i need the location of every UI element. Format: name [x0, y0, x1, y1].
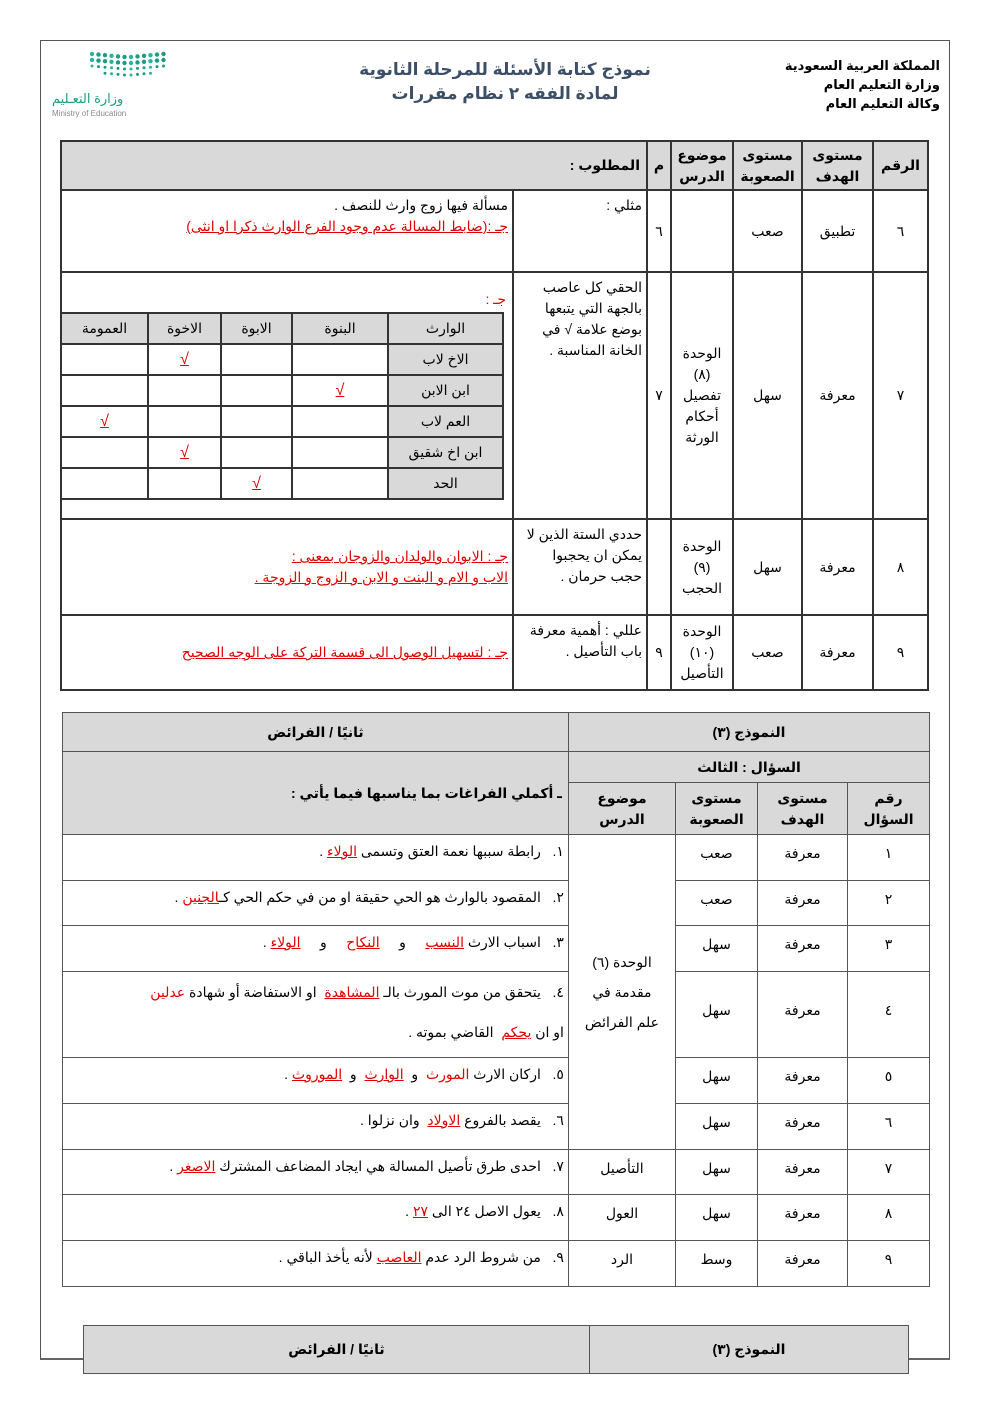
goal-level: معرفة	[802, 615, 873, 690]
difficulty: سهل	[733, 272, 802, 519]
question-text: مثلي :	[513, 190, 647, 272]
fill-blank-item	[63, 1150, 569, 1195]
topic: الوحدة (١٠) التأصيل	[671, 615, 733, 690]
question-text: .	[169, 1158, 178, 1174]
table-row	[63, 972, 930, 1058]
heirs-cell	[61, 406, 148, 437]
table-row	[63, 1195, 930, 1241]
heirs-cell	[221, 468, 292, 499]
check-mark-icon: √	[180, 351, 189, 368]
heirs-row	[61, 468, 503, 499]
question-text: او ان	[531, 1024, 564, 1040]
text-line	[66, 546, 508, 567]
text-line	[67, 1064, 564, 1085]
heirs-col-header: الوارث	[388, 313, 503, 344]
heirs-table	[60, 312, 504, 500]
heirs-cell	[221, 344, 292, 375]
topic: الوحدة (٩) الحجب	[671, 519, 733, 615]
text-line	[66, 195, 508, 216]
questions-table-1	[60, 140, 929, 691]
table-row	[61, 190, 928, 272]
question-text: و	[403, 1066, 426, 1082]
question-text: .	[319, 843, 328, 859]
answer-text: الوارث	[364, 1066, 404, 1082]
table-row	[63, 1104, 930, 1150]
check-mark-icon: √	[335, 382, 345, 399]
answer-text: الاصغر	[177, 1158, 216, 1174]
question-text: ٣. اسباب الارث	[463, 934, 564, 950]
heirs-cell	[61, 375, 148, 406]
model-title: النموذج (٣)	[590, 1326, 909, 1374]
heir-name: الحد	[388, 468, 503, 499]
fill-blank-item	[63, 1195, 569, 1241]
answer-text: الموروث	[291, 1066, 343, 1082]
table-row	[63, 835, 930, 881]
answer-cell	[61, 272, 513, 519]
question-text: حددي الستة الذين لا يمكن ان يحجبوا حجب حرمان .	[513, 519, 647, 615]
table-row	[63, 1241, 930, 1287]
question-text: و	[300, 934, 347, 950]
answer-text: الاب و الام و البنت و الابن و الزوج و الزوجة .	[254, 569, 508, 585]
col-goal-level: مستوى الهدف	[802, 141, 873, 190]
answer-text: يحكم	[501, 1024, 532, 1040]
question-text: ٧. احدى طرق تأصيل المسالة هي ايجاد المضاعف المشترك	[215, 1158, 564, 1174]
question-number: ٧	[848, 1150, 930, 1195]
question-text: ٦. يقصد بالفروع	[460, 1112, 564, 1128]
question-text: عللي : أهمية معرفة باب التأصيل .	[513, 615, 647, 690]
title-line: لمادة الفقه ٢ نظام مقررات	[391, 84, 619, 103]
questions-table-2	[62, 712, 930, 1287]
logo-text-ar: وزارة التعـليم	[52, 91, 124, 106]
col-difficulty: مستوى الصعوبة	[676, 783, 758, 835]
heirs-cell	[292, 406, 388, 437]
m-number: ٩	[647, 615, 671, 690]
answer-text: ٢٧	[412, 1203, 428, 1219]
difficulty: سهل	[676, 1195, 758, 1241]
goal-level: معرفة	[758, 926, 848, 972]
answer-text: عدلين	[150, 984, 186, 1000]
difficulty: سهل	[676, 1150, 758, 1195]
question-number: ٩	[848, 1241, 930, 1287]
fill-blank-item	[63, 926, 569, 972]
heir-name: ابن الابن	[388, 375, 503, 406]
heirs-cell	[292, 375, 388, 406]
row-number: ٧	[873, 272, 928, 519]
question-text: وان نزلوا .	[360, 1112, 428, 1128]
table-row	[63, 1150, 930, 1195]
text-line	[67, 972, 564, 1012]
answer-text: الولاء	[270, 934, 301, 950]
topic: الوحدة (٨) تفصيل أحكام الورثة	[671, 272, 733, 519]
answer-text: العاصب	[376, 1249, 422, 1265]
answer-cell	[61, 519, 513, 615]
heirs-row	[61, 344, 503, 375]
m-number: ٧	[647, 272, 671, 519]
answer-text: المشاهدة	[324, 984, 380, 1000]
difficulty: صعب	[676, 835, 758, 881]
difficulty: وسط	[676, 1241, 758, 1287]
answer-text: الجنين	[182, 889, 219, 905]
col-topic: موضوع الدرس	[671, 141, 733, 190]
text-line	[67, 1012, 564, 1052]
col-required: المطلوب :	[61, 141, 647, 190]
question-title: السؤال : الثالث	[568, 752, 929, 783]
question-number: ٨	[848, 1195, 930, 1241]
model-row	[84, 1326, 909, 1374]
header-line: المملكة العربية السعودية	[784, 58, 940, 73]
questions-table-3	[83, 1325, 909, 1374]
question-number: ٤	[848, 972, 930, 1058]
goal-level: معرفة	[758, 1104, 848, 1150]
text-line	[66, 642, 508, 663]
heir-name: ابن اخ شقيق	[388, 437, 503, 468]
header-line: وزارة التعليم العام	[823, 77, 940, 92]
answer-text: جـ : الابوان والولدان والزوجان بمعنى :	[291, 548, 508, 564]
text-line	[67, 841, 564, 862]
question-number: ١	[848, 835, 930, 881]
check-mark-icon: √	[180, 444, 189, 461]
question-text: .	[405, 1203, 413, 1219]
heirs-row	[61, 406, 503, 437]
question-text: الحقي كل عاصب بالجهة التي يتبعها بوضع علامة √ في الخانة المناسبة .	[513, 272, 647, 519]
heirs-cell	[148, 375, 221, 406]
instruction: ـ أكملي الفراغات بما يناسبها فيما يأتي :	[63, 752, 569, 835]
fill-blank-item	[63, 972, 569, 1058]
heir-name: الاخ لاب	[388, 344, 503, 375]
heirs-cell	[148, 344, 221, 375]
heirs-cell	[221, 437, 292, 468]
goal-level: معرفة	[758, 1195, 848, 1241]
check-mark-icon: √	[252, 475, 261, 492]
table-header-row	[61, 141, 928, 190]
ministry-header	[785, 56, 940, 113]
question-text: .	[174, 889, 183, 905]
col-goal-level: مستوى الهدف	[758, 783, 848, 835]
text-line	[67, 1247, 564, 1268]
difficulty: سهل	[676, 1058, 758, 1104]
question-text: .	[262, 934, 271, 950]
fill-blank-item	[63, 1104, 569, 1150]
question-text: ٤. يتحقق من موت المورث بالـ	[379, 984, 564, 1000]
heirs-cell	[292, 468, 388, 499]
table-row	[63, 926, 930, 972]
question-text: ٥. اركان الارث	[469, 1066, 564, 1082]
model-row	[63, 713, 930, 752]
section-title: ثانيًا / الفرائض	[84, 1326, 590, 1374]
table-row	[63, 881, 930, 926]
ministry-logo	[52, 50, 167, 118]
col-question-number: رقم السؤال	[848, 783, 930, 835]
goal-level: معرفة	[802, 272, 873, 519]
heirs-col-header: البنوة	[292, 313, 388, 344]
topic-merged: الوحدة (٦) مقدمة في علم الفرائض	[568, 835, 675, 1150]
heirs-cell	[61, 468, 148, 499]
row-number: ٩	[873, 615, 928, 690]
topic: الرد	[568, 1241, 675, 1287]
difficulty: سهل	[733, 519, 802, 615]
question-text: ٨. يعول الاصل ٢٤ الى	[428, 1203, 564, 1219]
m-number	[647, 519, 671, 615]
answer-text: جـ : لتسهيل الوصول الى قسمة التركة على الوجه الصحيح	[181, 644, 508, 660]
heirs-cell	[221, 375, 292, 406]
goal-level: معرفة	[758, 1150, 848, 1195]
answer-text: الاولاد	[427, 1112, 461, 1128]
heirs-row	[61, 437, 503, 468]
row-number: ٦	[873, 190, 928, 272]
check-mark-icon: √	[100, 413, 109, 430]
difficulty: صعب	[676, 881, 758, 926]
text-line	[67, 887, 564, 908]
goal-level: معرفة	[758, 972, 848, 1058]
heirs-col-header: الابوة	[221, 313, 292, 344]
table-row	[61, 519, 928, 615]
answer-text: النسب	[425, 934, 464, 950]
m-number: ٦	[647, 190, 671, 272]
table-row	[63, 1058, 930, 1104]
answer-label: جـ :	[485, 291, 506, 307]
answer-text: النكاح	[346, 934, 380, 950]
header-line: وكالة التعليم العام	[825, 96, 940, 111]
text-line	[66, 216, 508, 237]
col-difficulty: مستوى الصعوبة	[733, 141, 802, 190]
heirs-cell	[148, 437, 221, 468]
question-text: ٢. المقصود بالوارث هو الحي حقيقة او من في حكم الحي كـ	[219, 889, 564, 905]
col-m: م	[647, 141, 671, 190]
difficulty: سهل	[676, 972, 758, 1058]
question-text: و	[379, 934, 426, 950]
heirs-cell	[292, 344, 388, 375]
question-title-row	[63, 752, 930, 783]
goal-level: معرفة	[802, 519, 873, 615]
heirs-cell	[61, 437, 148, 468]
heirs-row	[61, 375, 503, 406]
question-text: لأنه يأخذ الباقي .	[278, 1249, 377, 1265]
model-title: النموذج (٣)	[568, 713, 929, 752]
document-title	[300, 58, 710, 106]
goal-level: معرفة	[758, 881, 848, 926]
heirs-cell	[221, 406, 292, 437]
question-text: و	[342, 1066, 365, 1082]
answer-cell	[61, 615, 513, 690]
logo-dots-icon	[52, 50, 167, 80]
text-line	[67, 1156, 564, 1177]
heirs-col-header: العمومة	[61, 313, 148, 344]
question-text: ٩. من شروط الرد عدم	[421, 1249, 564, 1265]
topic	[671, 190, 733, 272]
goal-level: معرفة	[758, 835, 848, 881]
fill-blank-item	[63, 1058, 569, 1104]
table-row	[61, 272, 928, 519]
difficulty: سهل	[676, 1104, 758, 1150]
topic: التأصيل	[568, 1150, 675, 1195]
text-line	[67, 1110, 564, 1131]
question-text: مسألة فيها زوج وارث للنصف .	[334, 197, 508, 213]
heirs-header-row	[61, 313, 503, 344]
col-topic: موضوع الدرس	[568, 783, 675, 835]
difficulty: سهل	[676, 926, 758, 972]
heir-name: العم لاب	[388, 406, 503, 437]
title-line: نموذج كتابة الأسئلة للمرحلة الثانوية	[359, 60, 651, 79]
heirs-cell	[61, 344, 148, 375]
fill-blank-item	[63, 835, 569, 881]
topic: العول	[568, 1195, 675, 1241]
goal-level: معرفة	[758, 1058, 848, 1104]
question-number: ٦	[848, 1104, 930, 1150]
section-title: ثانيًا / الفرائض	[63, 713, 569, 752]
fill-blank-item	[63, 1241, 569, 1287]
col-number: الرقم	[873, 141, 928, 190]
text-line	[67, 1201, 564, 1222]
heirs-cell	[148, 406, 221, 437]
answer-text: جـ :(ضابط المسالة عدم وجود الفرع الوارث ذكرا او انثى)	[186, 218, 508, 234]
heirs-cell	[292, 437, 388, 468]
difficulty: صعب	[733, 615, 802, 690]
question-text: القاضي بموته .	[408, 1024, 502, 1040]
goal-level: تطبيق	[802, 190, 873, 272]
text-line	[66, 567, 508, 588]
heirs-col-header: الاخوة	[148, 313, 221, 344]
answer-cell	[61, 190, 513, 272]
question-text: ١. رابطة سببها نعمة العتق وتسمى	[357, 843, 564, 859]
answer-text: الولاء	[327, 843, 357, 859]
fill-blank-item	[63, 881, 569, 926]
text-line	[67, 932, 564, 953]
heirs-cell	[148, 468, 221, 499]
row-number: ٨	[873, 519, 928, 615]
question-number: ٣	[848, 926, 930, 972]
goal-level: معرفة	[758, 1241, 848, 1287]
table-row	[61, 615, 928, 690]
question-text: .	[284, 1066, 292, 1082]
question-text: او الاستفاضة أو شهادة	[185, 984, 325, 1000]
logo-text-en: Ministry of Education	[52, 109, 127, 118]
question-number: ٢	[848, 881, 930, 926]
answer-text: المورث	[425, 1066, 470, 1082]
difficulty: صعب	[733, 190, 802, 272]
question-number: ٥	[848, 1058, 930, 1104]
